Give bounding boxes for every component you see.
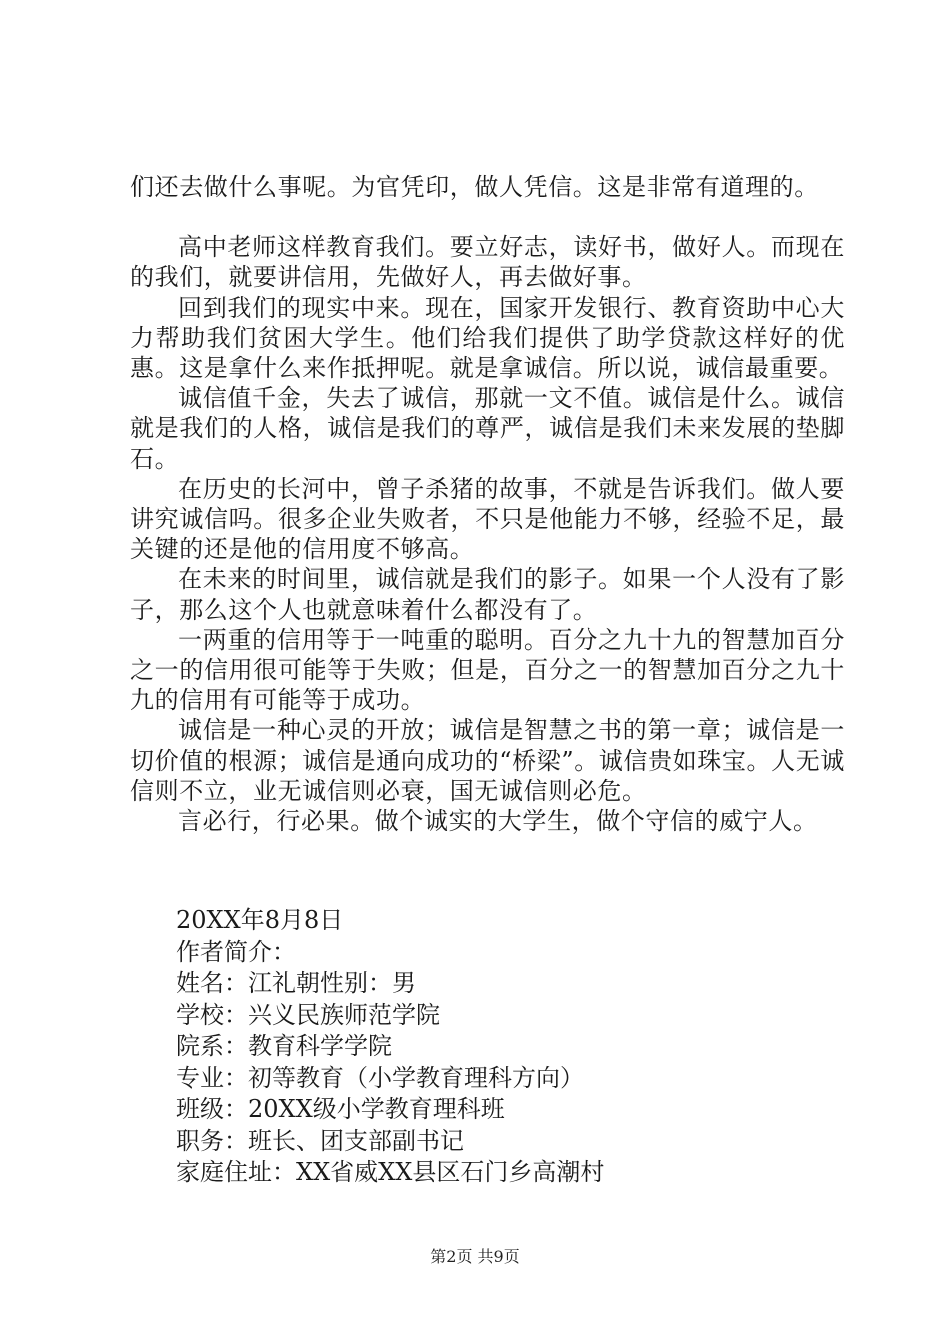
paragraph: 言必行，行必果。做个诚实的大学生，做个守信的威宁人。 [178,807,818,836]
paragraph: 高中老师这样教育我们。要立好志，读好书，做好人。而现在的我们，就要讲信用，先做好人，再去做好事。 [130,233,845,292]
author-class: 班级：20XX级小学教育理科班 [176,1095,505,1123]
author-name-gender: 姓名：江礼朝性别：男 [176,969,416,997]
author-intro-title: 作者简介： [176,937,296,966]
author-info-block [176,905,604,1189]
paragraph: 在历史的长河中，曾子杀猪的故事，不就是告诉我们。做人要讲究诚信吗。很多企业失败者，不只是他能力不够，经验不足，最关键的还是他的信用度不够高。 [130,474,845,564]
page-number-footer: 第2页 共9页 [430,1247,520,1266]
paragraph: 诚信值千金，失去了诚信，那就一文不值。诚信是什么。诚信就是我们的人格，诚信是我们的尊严，诚信是我们未来发展的垫脚石。 [130,384,845,473]
author-position: 职务：班长、团支部副书记 [176,1126,464,1155]
author-department: 院系：教育科学学院 [176,1032,392,1060]
document-date: 20XX年8月8日 [176,906,344,934]
author-school: 学校：兴义民族师范学院 [176,1000,440,1029]
author-address: 家庭住址：XX省威XX县区石门乡高潮村 [176,1158,605,1186]
author-major: 专业：初等教育（小学教育理科方向） [176,1063,584,1092]
paragraph: 回到我们的现实中来。现在，国家开发银行、教育资助中心大力帮助我们贫困大学生。他们给我们提供了助学贷款这样好的优惠。这是拿什么来作抵押呢。就是拿诚信。所以说，诚信最重要。 [130,293,845,383]
paragraph: 诚信是一种心灵的开放；诚信是智慧之书的第一章；诚信是一切价值的根源；诚信是通向成功的“桥梁”。诚信贵如珠宝。人无诚信则不立，业无诚信则必衰，国无诚信则必危。 [130,716,845,805]
essay-body [130,172,845,836]
continued-paragraph: 们还去做什么事呢。为官凭印，做人凭信。这是非常有道理的。 [130,173,819,201]
paragraph: 在未来的时间里，诚信就是我们的影子。如果一个人没有了影子，那么这个人也就意味着什么都没有了。 [130,565,845,624]
paragraph: 一两重的信用等于一吨重的聪明。百分之九十九的智慧加百分之一的信用很可能等于失败；但是，百分之一的智慧加百分之九十九的信用有可能等于成功。 [130,625,845,715]
